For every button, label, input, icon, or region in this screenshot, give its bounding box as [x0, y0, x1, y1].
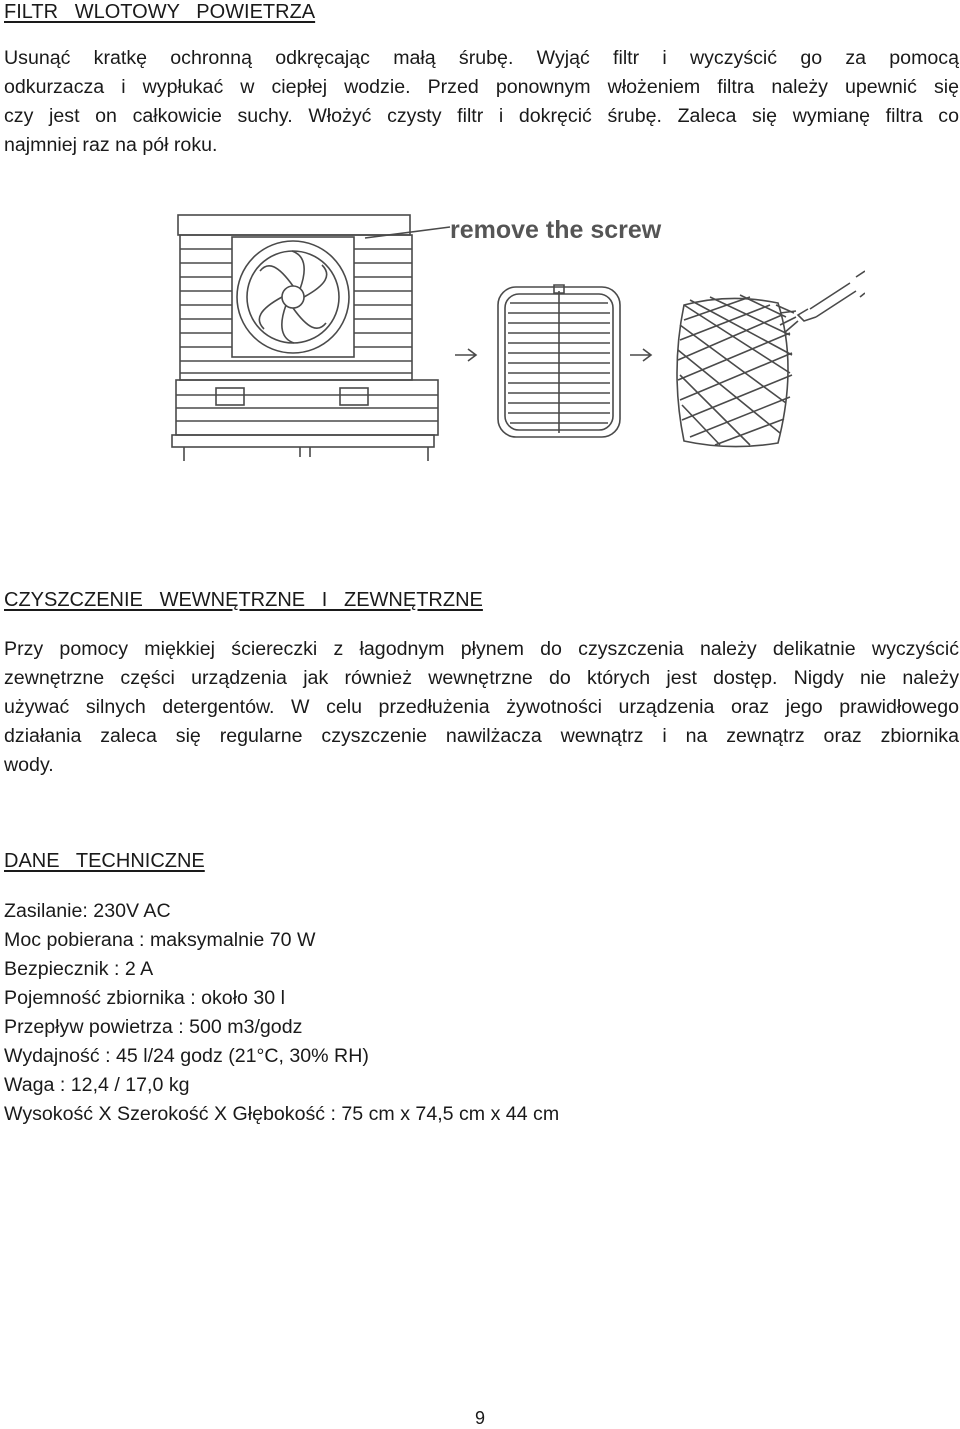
paragraph-line: zewnętrzne części urządzenia jak również wewnętrzne do których jest dostęp. Nigdy nie należy	[4, 667, 959, 689]
arrow-icon	[455, 349, 476, 361]
figure-label: remove the screw	[450, 216, 662, 244]
paragraph-line: Usunąć kratkę ochronną odkręcając małą śrubę. Wyjąć filtr i wyczyścić go za pomocą	[4, 47, 959, 69]
spec-item: Moc pobierana : maksymalnie 70 W	[4, 929, 316, 951]
spec-item: Zasilanie: 230V AC	[4, 900, 171, 922]
cleaning-paragraph	[4, 635, 959, 780]
spec-item: Waga : 12,4 / 17,0 kg	[4, 1074, 190, 1096]
paragraph-line: odkurzacza i wypłukać w ciepłej wodzie. Przed ponownym włożeniem filtra należy upewnić się	[4, 76, 959, 98]
air-filter-paragraph	[4, 44, 959, 160]
air-filter-mesh	[677, 295, 792, 447]
leader-line	[365, 227, 450, 238]
paragraph-line: najmniej raz na pół roku.	[4, 134, 218, 156]
paragraph-line: używać silnych detergentów. W celu przedłużenia żywotności urządzenia oraz jego prawidłowego	[4, 696, 959, 718]
filter-removal-illustration	[150, 205, 865, 465]
paragraph-line: czy jest on całkowicie suchy. Włożyć czysty filtr i dokręcić śrubę. Zaleca się wymianę filtra co	[4, 105, 959, 127]
page-number: 9	[474, 1408, 485, 1428]
protective-grille	[498, 285, 620, 437]
water-spray-icon	[776, 271, 865, 333]
arrow-icon	[630, 349, 651, 361]
spec-item: Pojemność zbiornika : około 30 l	[4, 987, 285, 1009]
technical-specs-list	[4, 897, 559, 1129]
section-heading-technical-data: DANE TECHNICZNE	[4, 850, 205, 872]
paragraph-line: wody.	[4, 754, 54, 776]
spec-item: Bezpiecznik : 2 A	[4, 958, 154, 980]
paragraph-line: Przy pomocy miękkiej ściereczki z łagodnym płynem do czyszczenia należy delikatnie wyczyścić	[4, 638, 959, 660]
humidifier-unit	[172, 215, 438, 461]
spec-item: Przepływ powietrza : 500 m3/godz	[4, 1016, 303, 1038]
section-heading-cleaning: CZYSZCZENIE WEWNĘTRZNE I ZEWNĘTRZNE	[4, 589, 483, 611]
section-heading-air-filter: FILTR WLOTOWY POWIETRZA	[4, 1, 316, 23]
spec-item: Wydajność : 45 l/24 godz (21°C, 30% RH)	[4, 1045, 369, 1067]
paragraph-line: działania zaleca się regularne czyszczenie nawilżacza wewnątrz i na zewnątrz oraz zbiornika	[4, 725, 959, 747]
spec-item: Wysokość X Szerokość X Głębokość : 75 cm x 74,5 cm x 44 cm	[4, 1103, 560, 1125]
